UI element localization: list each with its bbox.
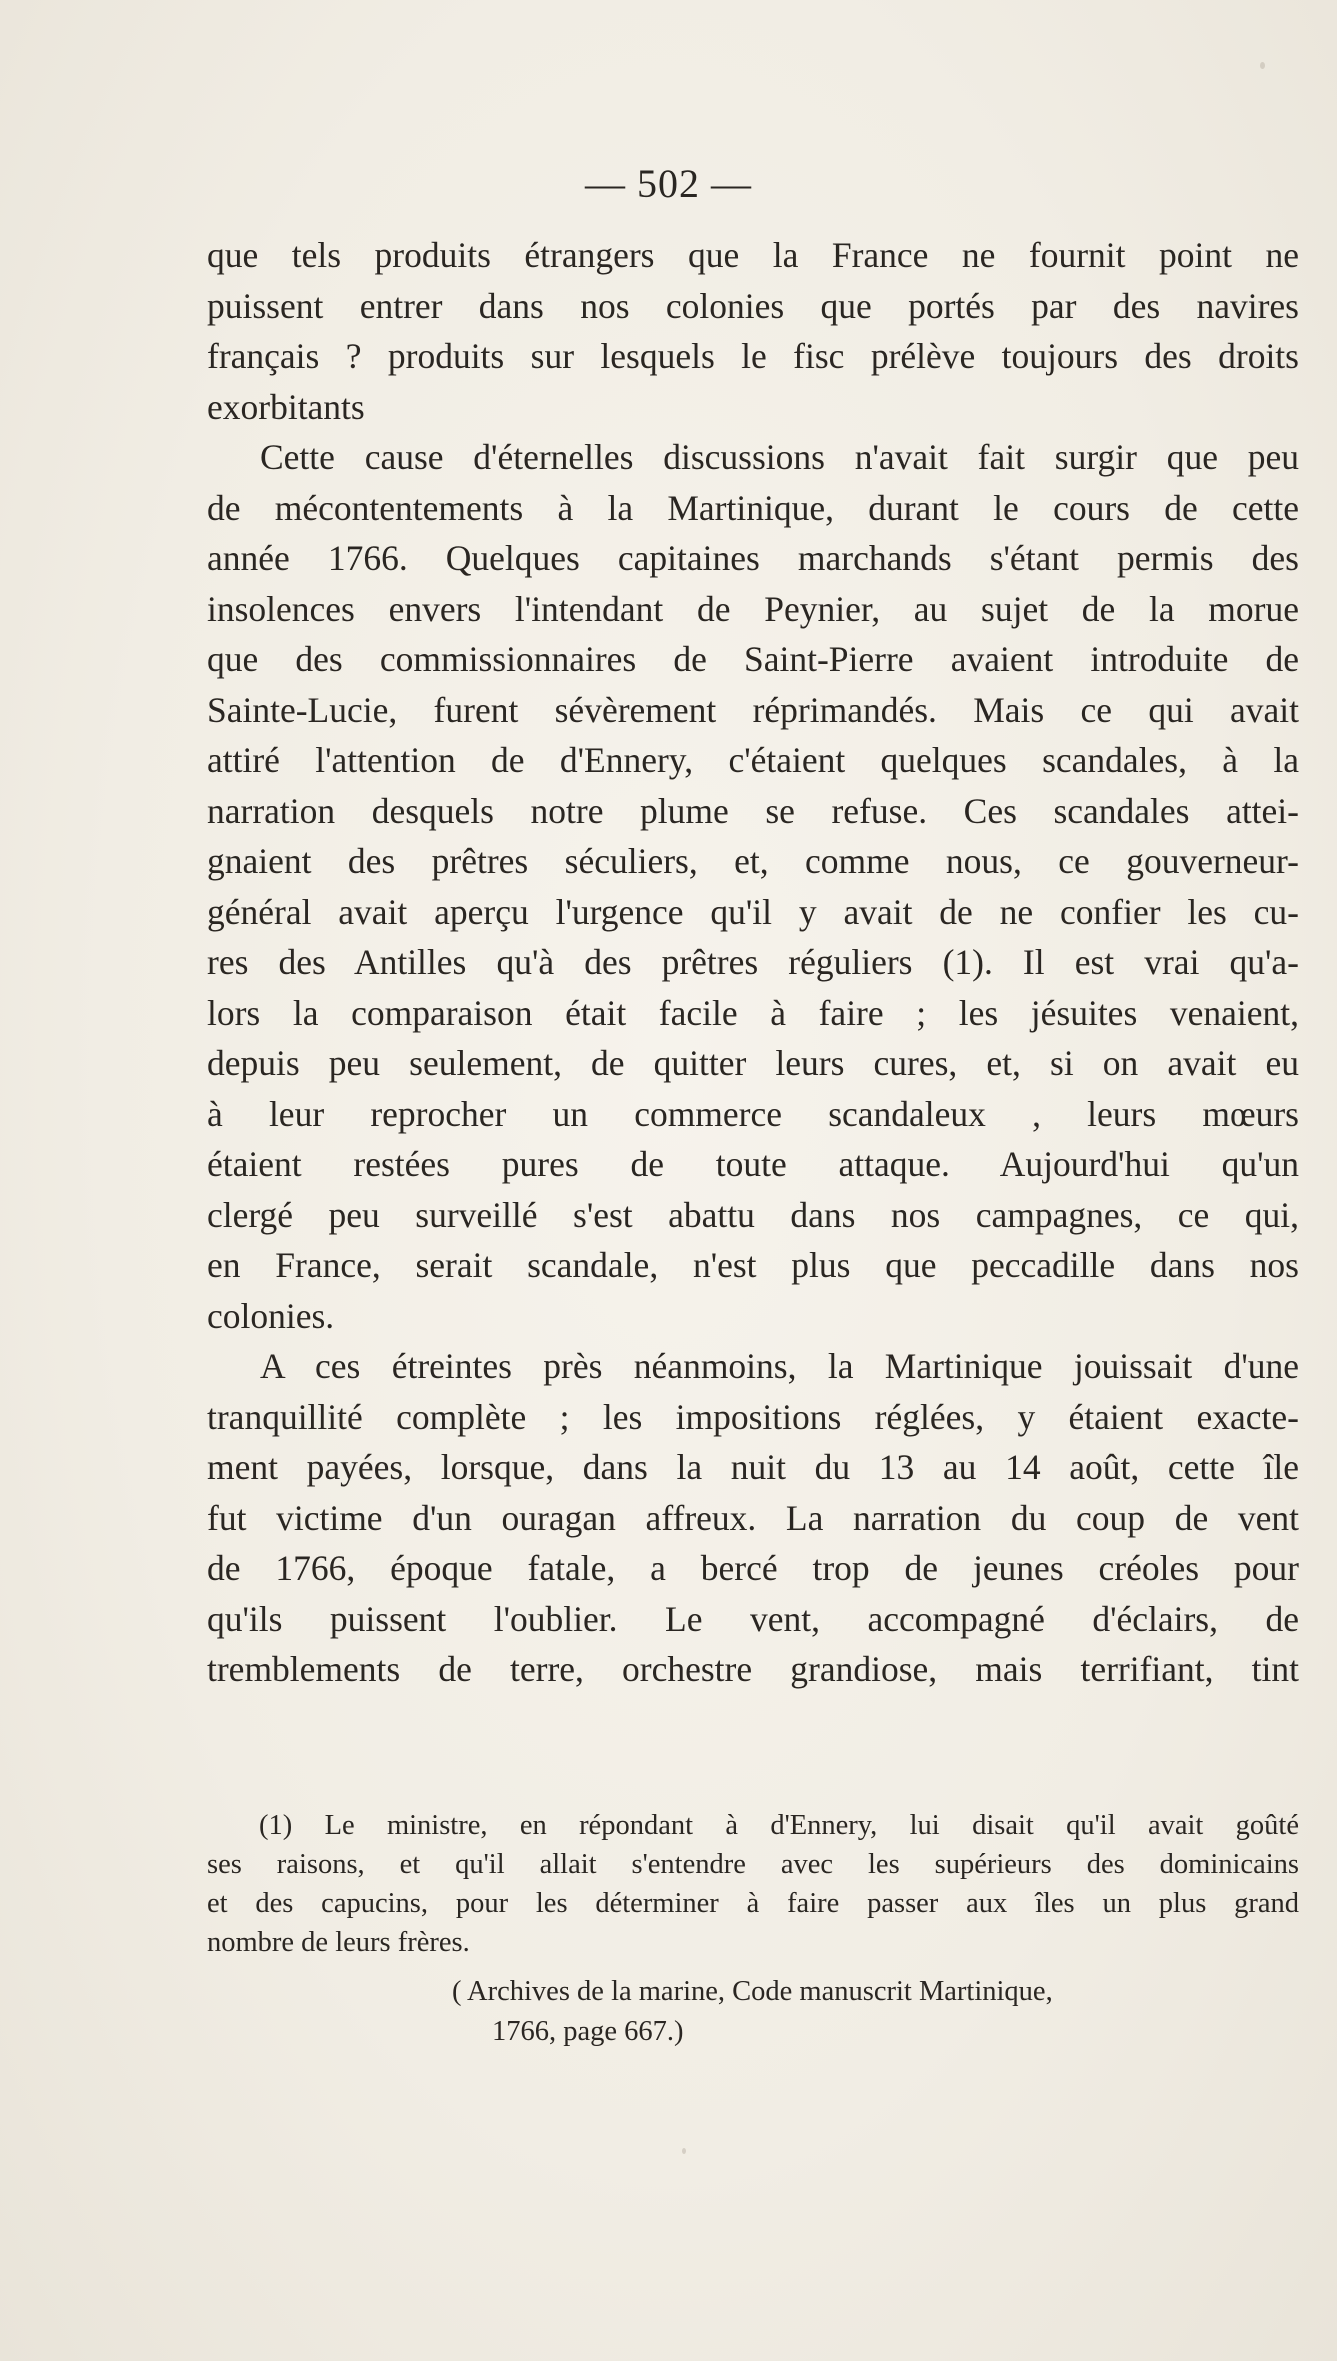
text-line: à leur reprocher un commerce scandaleux , leurs mœurs bbox=[207, 1093, 1299, 1134]
text-line: gnaient des prêtres séculiers, et, comme nous, ce gouverneur- bbox=[207, 841, 1299, 881]
footnote-source: ( Archives de la marine, Code manuscrit Martinique, bbox=[452, 1976, 1053, 2007]
text-line: insolences envers l'intendant de Peynier, au sujet de la morue bbox=[207, 588, 1299, 629]
text-line: fut victime d'un ouragan affreux. La narration du coup de vent bbox=[207, 1497, 1299, 1538]
text-line: clergé peu surveillé s'est abattu dans nos campagnes, ce qui, bbox=[207, 1194, 1299, 1235]
text-line: qu'ils puissent l'oublier. Le vent, accompagné d'éclairs, de bbox=[207, 1598, 1299, 1639]
text-line: depuis peu seulement, de quitter leurs cures, et, si on avait eu bbox=[207, 1043, 1299, 1083]
paper-speck bbox=[1260, 62, 1265, 69]
text-line: tranquillité complète ; les impositions réglées, y étaient exacte- bbox=[207, 1396, 1299, 1437]
text-line: que tels produits étrangers que la France ne fournit point ne bbox=[207, 235, 1299, 275]
text-line: res des Antilles qu'à des prêtres réguliers (1). Il est vrai qu'a- bbox=[207, 942, 1299, 982]
text-line: puissent entrer dans nos colonies que portés par des navires bbox=[207, 285, 1299, 326]
text-line: Cette cause d'éternelles discussions n'avait fait surgir que peu bbox=[260, 437, 1299, 477]
footnote-line: (1) Le ministre, en répondant à d'Ennery, lui disait qu'il avait goûté bbox=[259, 1810, 1299, 1841]
page-number: — 502 — bbox=[585, 161, 752, 206]
text-line: étaient restées pures de toute attaque. Aujourd'hui qu'un bbox=[207, 1144, 1299, 1184]
footnote-line: ses raisons, et qu'il allait s'entendre avec les supérieurs des dominicains bbox=[207, 1849, 1299, 1880]
text-line: que des commissionnaires de Saint-Pierre avaient introduite de bbox=[207, 639, 1299, 679]
footnote bbox=[207, 1806, 1299, 2052]
footnote-line: et des capucins, pour les déterminer à faire passer aux îles un plus grand bbox=[207, 1888, 1299, 1919]
text-line: de 1766, époque fatale, a bercé trop de jeunes créoles pour bbox=[207, 1548, 1299, 1588]
text-line: Sainte-Lucie, furent sévèrement réprimandés. Mais ce qui avait bbox=[207, 689, 1299, 730]
text-line: ment payées, lorsque, dans la nuit du 13 au 14 août, cette île bbox=[207, 1447, 1299, 1487]
text-line: A ces étreintes près néanmoins, la Martinique jouissait d'une bbox=[260, 1346, 1299, 1386]
footnote-source: 1766, page 667.) bbox=[492, 2016, 684, 2047]
text-line: lors la comparaison était facile à faire ; les jésuites venaient, bbox=[207, 992, 1299, 1033]
paper-speck bbox=[682, 2148, 686, 2154]
text-line: de mécontentements à la Martinique, durant le cours de cette bbox=[207, 487, 1299, 528]
text-line: français ? produits sur lesquels le fisc prélève toujours des droits bbox=[207, 336, 1299, 376]
text-line: général avait aperçu l'urgence qu'il y avait de ne confier les cu- bbox=[207, 891, 1299, 932]
text-line: tremblements de terre, orchestre grandiose, mais terrifiant, tint bbox=[207, 1649, 1299, 1689]
text-line: colonies. bbox=[207, 1295, 335, 1336]
text-line: narration desquels notre plume se refuse. Ces scandales attei- bbox=[207, 790, 1299, 831]
text-line: attiré l'attention de d'Ennery, c'étaient quelques scandales, à la bbox=[207, 740, 1299, 780]
footnote-line: nombre de leurs frères. bbox=[207, 1927, 470, 1958]
text-line: exorbitants bbox=[207, 386, 365, 427]
main-text bbox=[207, 230, 1299, 1695]
text-line: en France, serait scandale, n'est plus que peccadille dans nos bbox=[207, 1245, 1299, 1285]
text-line: année 1766. Quelques capitaines marchands s'étant permis des bbox=[207, 538, 1299, 578]
